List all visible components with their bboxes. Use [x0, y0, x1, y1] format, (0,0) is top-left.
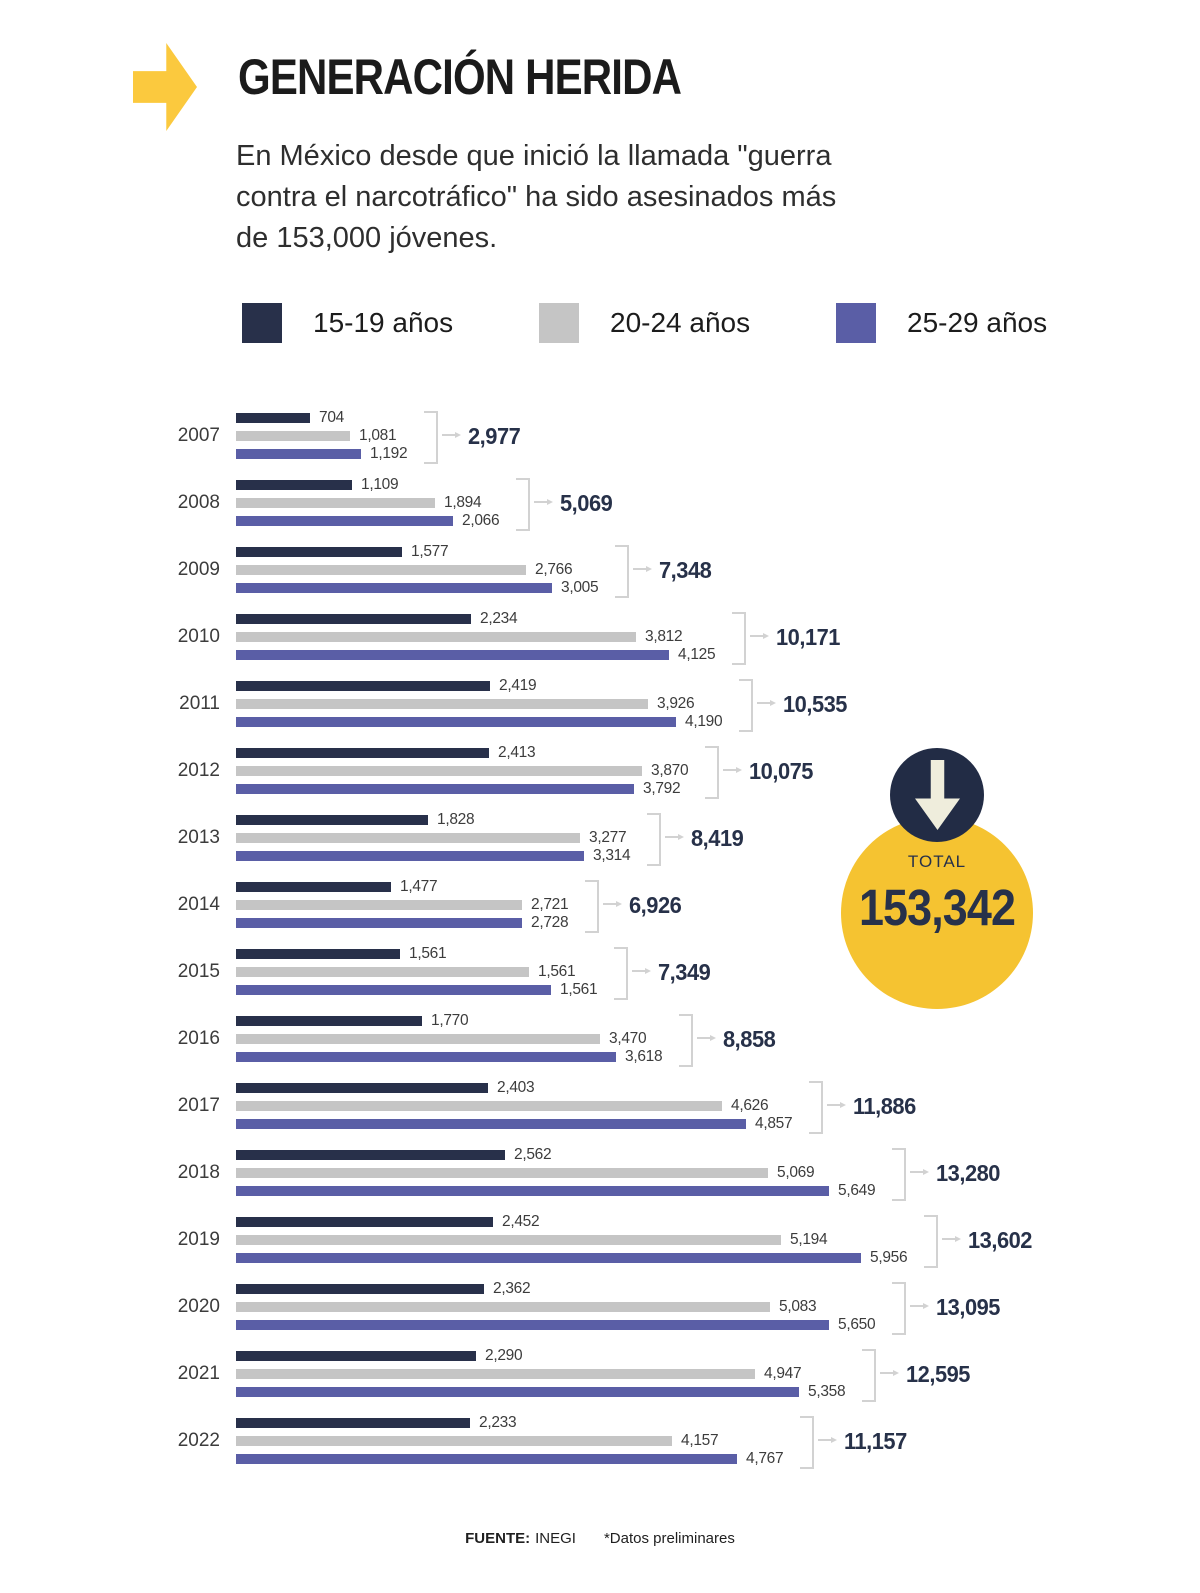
year-label: 2015 [177, 961, 220, 982]
bar-25-29-años [236, 449, 361, 459]
bracket-arrowhead [455, 432, 461, 438]
bracket-dash [534, 501, 547, 503]
bar-20-24-años [236, 1101, 722, 1111]
bar-15-19-años [236, 1083, 488, 1093]
chart-row-2009 [177, 543, 1196, 596]
down-arrow-badge [890, 748, 984, 842]
year-label: 2021 [177, 1363, 220, 1384]
bar-15-19-años [236, 480, 352, 490]
bar-20-24-años [236, 1168, 768, 1178]
bracket-dash [442, 434, 455, 436]
bar-value-label: 4,626 [731, 1097, 769, 1114]
bar-value-label: 4,947 [764, 1365, 802, 1382]
bracket-dash [723, 769, 736, 771]
page-title: GENERACIÓN HERIDA [238, 49, 682, 105]
bar-value-label: 5,956 [870, 1249, 908, 1266]
row-total: 5,069 [560, 490, 613, 516]
bracket-dash [632, 970, 645, 972]
chart-row-2015 [177, 945, 1196, 998]
bar-value-label: 1,081 [359, 427, 397, 444]
chart-row-2010 [177, 610, 1196, 663]
subtitle [236, 136, 836, 259]
source-name: INEGI [535, 1530, 576, 1547]
bar-value-label: 2,452 [502, 1213, 540, 1230]
row-bracket [705, 746, 719, 799]
bar-25-29-años [236, 583, 552, 593]
bar-value-label: 5,650 [838, 1316, 876, 1333]
subtitle-line: de 153,000 jóvenes. [236, 222, 498, 254]
year-label: 2012 [177, 760, 220, 781]
bar-15-19-años [236, 1284, 484, 1294]
legend-item-25-29 [836, 303, 1047, 343]
bar-value-label: 1,894 [444, 494, 482, 511]
year-label: 2022 [177, 1430, 220, 1451]
total-value: 153,342 [858, 879, 1016, 936]
bar-value-label: 5,194 [790, 1231, 828, 1248]
bar-25-29-años [236, 1186, 829, 1196]
bar-15-19-años [236, 748, 489, 758]
bar-25-29-años [236, 1454, 737, 1464]
row-total: 7,348 [659, 557, 712, 583]
bar-25-29-años [236, 918, 522, 928]
bracket-arrowhead [678, 834, 684, 840]
year-label: 2009 [177, 559, 220, 580]
bar-25-29-años [236, 784, 634, 794]
bar-25-29-años [236, 1253, 861, 1263]
bar-value-label: 5,358 [808, 1383, 846, 1400]
row-total: 10,075 [749, 758, 813, 784]
bar-20-24-años [236, 1302, 770, 1312]
bar-20-24-años [236, 1436, 672, 1446]
row-total: 10,171 [776, 624, 840, 650]
row-total: 6,926 [629, 892, 682, 918]
chart-row-2014 [177, 878, 1196, 931]
bracket-arrowhead [710, 1035, 716, 1041]
row-total: 13,602 [968, 1227, 1032, 1253]
bar-25-29-años [236, 516, 453, 526]
bracket-arrowhead [840, 1102, 846, 1108]
bar-15-19-años [236, 614, 471, 624]
bar-20-24-años [236, 1369, 755, 1379]
bracket-dash [910, 1305, 923, 1307]
legend-label: 15-19 años [313, 307, 454, 338]
bracket-dash [880, 1372, 893, 1374]
bar-20-24-años [236, 766, 642, 776]
bar-value-label: 1,477 [400, 878, 438, 895]
bar-25-29-años [236, 1320, 829, 1330]
total-label: TOTAL [907, 852, 967, 871]
bar-value-label: 2,066 [462, 512, 500, 529]
bar-25-29-años [236, 851, 584, 861]
bar-15-19-años [236, 949, 400, 959]
row-total: 11,886 [853, 1093, 916, 1119]
bar-25-29-años [236, 1119, 746, 1129]
bar-value-label: 3,870 [651, 762, 689, 779]
bracket-dash [633, 568, 646, 570]
bracket-dash [942, 1238, 955, 1240]
bracket-dash [818, 1439, 831, 1441]
chart-row-2011 [179, 677, 1196, 730]
bar-25-29-años [236, 985, 551, 995]
bracket-dash [910, 1171, 923, 1173]
down-arrow-icon [915, 760, 960, 830]
bar-value-label: 1,109 [361, 476, 399, 493]
row-bracket [614, 947, 628, 1000]
source-note [0, 1530, 1200, 1547]
bar-15-19-años [236, 815, 428, 825]
bar-value-label: 3,005 [561, 579, 599, 596]
bar-value-label: 2,721 [531, 896, 569, 913]
bar-value-label: 2,290 [485, 1347, 523, 1364]
bracket-dash [665, 836, 678, 838]
bracket-arrowhead [763, 633, 769, 639]
chart-row-2019 [177, 1213, 1196, 1266]
source-label: FUENTE: [465, 1530, 531, 1547]
row-total: 10,535 [783, 691, 847, 717]
chart-row-2020 [177, 1280, 1196, 1333]
bracket-arrowhead [736, 767, 742, 773]
bar-value-label: 3,277 [589, 829, 627, 846]
bar-20-24-años [236, 1235, 781, 1245]
chart-row-2018 [177, 1146, 1196, 1199]
bracket-dash [750, 635, 763, 637]
bracket-arrowhead [645, 968, 651, 974]
bar-value-label: 4,157 [681, 1432, 719, 1449]
bar-20-24-años [236, 699, 648, 709]
bracket-dash [697, 1037, 710, 1039]
legend-swatch-20-24 [539, 303, 579, 343]
bracket-dash [827, 1104, 840, 1106]
bracket-arrowhead [616, 901, 622, 907]
row-bracket [862, 1349, 876, 1402]
bar-value-label: 3,792 [643, 780, 681, 797]
bracket-arrowhead [646, 566, 652, 572]
bar-15-19-años [236, 1217, 493, 1227]
bar-value-label: 4,190 [685, 713, 723, 730]
bar-25-29-años [236, 650, 669, 660]
bar-15-19-años [236, 1016, 422, 1026]
row-total: 8,419 [691, 825, 744, 851]
year-label: 2011 [179, 693, 220, 714]
bracket-arrowhead [893, 1370, 899, 1376]
bar-15-19-años [236, 681, 490, 691]
legend-label: 20-24 años [610, 307, 751, 338]
bar-value-label: 3,926 [657, 695, 695, 712]
legend-item-15-19 [242, 303, 453, 343]
bar-15-19-años [236, 547, 402, 557]
year-label: 2017 [177, 1095, 220, 1116]
right-arrow-icon [133, 43, 197, 131]
row-bracket [800, 1416, 814, 1469]
bar-value-label: 5,649 [838, 1182, 876, 1199]
bar-value-label: 704 [319, 409, 344, 426]
bracket-arrowhead [547, 499, 553, 505]
bar-value-label: 3,812 [645, 628, 683, 645]
year-label: 2010 [177, 626, 220, 647]
bar-value-label: 4,767 [746, 1450, 784, 1467]
row-bracket [516, 478, 530, 531]
bar-value-label: 2,728 [531, 914, 569, 931]
bar-value-label: 3,470 [609, 1030, 647, 1047]
bracket-arrowhead [831, 1437, 837, 1443]
chart-row-2017 [177, 1079, 1196, 1132]
bar-25-29-años [236, 1387, 799, 1397]
row-bracket [732, 612, 746, 665]
row-total: 2,977 [468, 423, 521, 449]
bar-value-label: 3,618 [625, 1048, 663, 1065]
bar-15-19-años [236, 1351, 476, 1361]
bar-20-24-años [236, 1034, 600, 1044]
legend-label: 25-29 años [907, 307, 1048, 338]
bar-20-24-años [236, 900, 522, 910]
row-total: 7,349 [658, 959, 711, 985]
bar-value-label: 2,419 [499, 677, 537, 694]
chart-row-2008 [177, 476, 1196, 529]
bar-value-label: 2,766 [535, 561, 573, 578]
row-total: 11,157 [844, 1428, 907, 1454]
bar-value-label: 2,413 [498, 744, 536, 761]
year-label: 2014 [177, 894, 220, 915]
bar-15-19-años [236, 413, 310, 423]
bar-20-24-años [236, 967, 529, 977]
row-bracket [647, 813, 661, 866]
row-bracket [892, 1148, 906, 1201]
bar-20-24-años [236, 431, 350, 441]
bar-value-label: 1,828 [437, 811, 475, 828]
bracket-dash [603, 903, 616, 905]
legend-swatch-15-19 [242, 303, 282, 343]
bracket-arrowhead [955, 1236, 961, 1242]
row-bracket [615, 545, 629, 598]
bar-value-label: 1,577 [411, 543, 449, 560]
year-label: 2008 [177, 492, 220, 513]
row-total: 8,858 [723, 1026, 776, 1052]
row-total: 13,280 [936, 1160, 1000, 1186]
bar-25-29-años [236, 1052, 616, 1062]
chart-row-2021 [177, 1347, 1196, 1400]
row-bracket [585, 880, 599, 933]
year-label: 2019 [177, 1229, 220, 1250]
bar-value-label: 1,561 [560, 981, 598, 998]
legend-item-20-24 [539, 303, 750, 343]
legend-swatch-25-29 [836, 303, 876, 343]
year-label: 2016 [177, 1028, 220, 1049]
bar-value-label: 2,362 [493, 1280, 531, 1297]
bracket-arrowhead [923, 1169, 929, 1175]
row-bracket [739, 679, 753, 732]
bar-value-label: 2,233 [479, 1414, 517, 1431]
bracket-arrowhead [770, 700, 776, 706]
bar-value-label: 5,083 [779, 1298, 817, 1315]
bar-value-label: 2,562 [514, 1146, 552, 1163]
bar-value-label: 1,770 [431, 1012, 469, 1029]
preliminary-note: *Datos preliminares [603, 1530, 735, 1547]
bar-value-label: 2,403 [497, 1079, 535, 1096]
bar-20-24-años [236, 833, 580, 843]
bar-20-24-años [236, 565, 526, 575]
bar-value-label: 1,561 [409, 945, 447, 962]
subtitle-line: En México desde que inició la llamada "guerra [236, 140, 832, 172]
subtitle-line: contra el narcotráfico" ha sido asesinados más [236, 181, 837, 213]
bar-value-label: 4,125 [678, 646, 716, 663]
year-label: 2007 [177, 425, 220, 446]
row-bracket [924, 1215, 938, 1268]
bar-value-label: 2,234 [480, 610, 518, 627]
row-total: 12,595 [906, 1361, 970, 1387]
bar-value-label: 1,192 [370, 445, 408, 462]
bracket-dash [757, 702, 770, 704]
row-total: 13,095 [936, 1294, 1000, 1320]
bar-value-label: 5,069 [777, 1164, 815, 1181]
bar-15-19-años [236, 1418, 470, 1428]
row-bracket [892, 1282, 906, 1335]
chart-row-2022 [177, 1414, 1196, 1467]
bar-value-label: 4,857 [755, 1115, 793, 1132]
chart-row-2007 [177, 409, 1196, 462]
year-label: 2013 [177, 827, 220, 848]
bar-20-24-años [236, 498, 435, 508]
chart-row-2012 [177, 744, 1196, 797]
bar-value-label: 1,561 [538, 963, 576, 980]
bracket-arrowhead [923, 1303, 929, 1309]
year-label: 2020 [177, 1296, 220, 1317]
bar-value-label: 3,314 [593, 847, 631, 864]
bar-25-29-años [236, 717, 676, 727]
bar-15-19-años [236, 882, 391, 892]
row-bracket [809, 1081, 823, 1134]
bar-15-19-años [236, 1150, 505, 1160]
row-bracket [679, 1014, 693, 1067]
year-label: 2018 [177, 1162, 220, 1183]
row-bracket [424, 411, 438, 464]
chart-row-2016 [177, 1012, 1196, 1065]
bar-20-24-años [236, 632, 636, 642]
